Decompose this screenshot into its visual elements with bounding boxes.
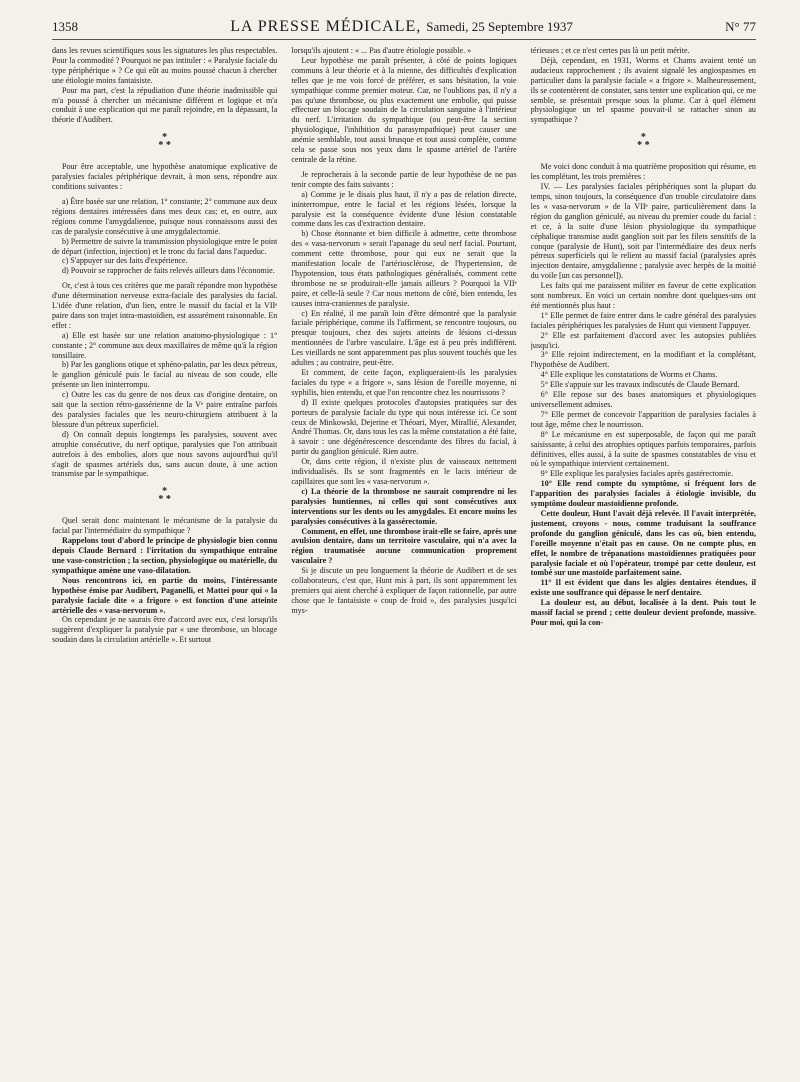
- page-header: [52, 18, 756, 40]
- paragraph: a) Comme je le disais plus haut, il n'y a pas de relation directe, ininterrompue, entre le facial et les régions lésées, lorsque la paralysie est la conséquence évidente d'une lésion constatable comme dans les cas d'extraction dentaire.: [291, 189, 517, 229]
- paragraph: 2° Elle est parfaitement d'accord avec les autopsies publiées jusqu'ici.: [530, 330, 756, 350]
- paragraph: d) Pouvoir se rapprocher de faits relevés ailleurs dans l'économie.: [62, 266, 275, 276]
- column-middle: [291, 46, 516, 1081]
- paragraph: Pour être acceptable, une hypothèse anatomique explicative de paralysies faciales périphérique devrait, à mon sens, répondre aux conditions suivantes :: [52, 162, 278, 192]
- paragraph: Et comment, de cette façon, expliqueraient-ils les paralysies faciales du type « a frigore », sans lésion de l'oreille moyenne, ni syphilis, bien entendu, et que l'on rencontre chez les nourrissons ?: [291, 368, 517, 397]
- paragraph: 7° Elle permet de concevoir l'apparition de paralysies faciales à tout âge, même chez le nourrisson.: [530, 409, 756, 429]
- paragraph: c) En réalité, il me paraît loin d'être démontré que la paralysie faciale périphérique, comme ils l'affirment, se rencontre toujours, ou presque toujours, chez des sujets atteints de lésions ci-dessus mentionnées de l'arbre vasculaire. L'âge est à peu près indifférent. Les vieillards ne sont apparemment pas plus souvent touchés que les adultes ; au contraire, peut-être.: [291, 308, 517, 368]
- paragraph: Pour ma part, c'est la répudiation d'une théorie inadmissible qui m'a poussé à chercher un mécanisme différent et logique et m'a conduit à une explication qui me paraît rejoindre, en la dépassant, la théorie d'Audibert.: [52, 85, 278, 125]
- paragraph: Nous rencontrons ici, en partie du moins, l'intéressante hypothèse émise par Audibert, Paganelli, et Mattei pour qui « la paralysie faciale dite « a frigore » est fonction d'une atteinte artérielle des « vasa-nervorum ».: [52, 575, 278, 615]
- section-separator-stars: * * *: [637, 132, 650, 152]
- paragraph: b) Chose étonnante et bien difficile à admettre, cette thrombose des « vasa-nervorum » serait l'apanage du seul nerf facial. Pourtant, comment cette thrombose, pour qui eux ne serait que la manifestation locale de l'artériosclérose, de l'hypertension, de l'hypotension, tous états pathologiques généralisés, comment cette thrombose ne se produirait-elle jamais ailleurs ? Pourquoi la VIIᵉ paire, et celle-là seule ? Car nous mettons de côté, bien entendu, les causes intra-craniennes de paralysie.: [291, 229, 517, 308]
- paragraph: b) Permettre de suivre la transmission physiologique entre le point de départ (infection, injection) et le tronc du facial dans l'aqueduc.: [52, 236, 278, 256]
- section-separator-stars: * * *: [158, 132, 171, 152]
- paragraph: 1° Elle permet de faire entrer dans le cadre général des paralysies faciales périphériques les paralysies de Hunt qui viennent l'appuyer.: [530, 310, 756, 330]
- paragraph: Rappelons tout d'abord le principe de physiologie bien connu depuis Claude Bernard : l'irritation du sympathique entraîne une vaso-constriction ; la section, physiologique ou matérielle, du sympathique amène une vaso-dilatation.: [52, 536, 278, 575]
- paragraph: a) Être basée sur une relation, 1° constante; 2° commune aux deux régions dentaires intéressées dans mes deux cas; et, en outre, aux régions comme l'amygdalienne, puisque nous connaissons aussi des cas de paralysie consécutive à une amygdalectomie.: [52, 196, 278, 236]
- paragraph: Comment, en effet, une thrombose irait-elle se faire, après une avulsion dentaire, dans un territoire vasculaire, qui n'a avec la région traumatisée aucune communication proprement vasculaire ?: [291, 526, 517, 566]
- section-separator-stars: * * *: [158, 486, 171, 506]
- paragraph: 6° Elle repose sur des bases anatomiques et physiologiques universellement admises.: [530, 390, 756, 409]
- paragraph: 5° Elle s'appuie sur les travaux indiscutés de Claude Bernard.: [540, 380, 740, 390]
- paragraph: Quel serait donc maintenant le mécanisme de la paralysie du facial par l'intermédiaire du sympathique ?: [52, 516, 278, 536]
- paragraph: 11° Il est évident que dans les algies dentaires étendues, il existe une souffrance qui dépasse le nerf dentaire.: [530, 578, 756, 598]
- journal-title-line: [230, 18, 573, 36]
- paragraph: 3° Elle rejoint indirectement, en la modifiant et la complétant, l'hypothèse de Audibert.: [530, 350, 756, 370]
- paragraph: Or, c'est à tous ces critères que me paraît répondre mon hypothèse d'une détermination nerveuse extra-faciale des paralysies du facial. L'idée d'une relation, d'un lien, entre le massif du facial et la VIIᵉ paire dans son trajet intra-mastoïdien, est assurément raisonnable. En effet :: [52, 281, 278, 330]
- paragraph: dans les revues scientifiques sous les signatures les plus respectables. Pour la commodité ? Pourquoi ne pas intituler : « Paralysie faciale du type périphérique » ? Ce qui eût au moins poussé chacun à chercher une étiologie moins fantaisiste.: [52, 46, 278, 85]
- paragraph: d) On connaît depuis longtemps les paralysies, souvent avec atrophie consécutive, du nerf optique, paralysies que l'on attribuait autrefois à des embolies, alors que nous savons aujourd'hui qu'il s'agit de spasmes artériels dus, sans aucun doute, à une action transmise par le sympathique.: [52, 429, 278, 479]
- paragraph: Or, dans cette région, il n'existe plus de vaisseaux nettement individualisés. Ils se sont fragmentés en le lacis intérieur de capillaires que sont les « vasa-nervorum ».: [291, 457, 517, 486]
- paragraph: Me voici donc conduit à ma quatrième proposition qui résume, en les complétant, les trois premières :: [530, 162, 756, 182]
- paragraph: 4° Elle explique les constatations de Worms et Chams.: [540, 370, 718, 380]
- paragraph: d) Il existe quelques protocoles d'autopsies pratiquées sur des porteurs de paralysie faciale du type qui nous intéresse ici. Ce sont ceux de Minkowski, Dejerine et Théoari, Myer, Mirallié, Alexander, André Thomas. Or, dans tous les cas la même constatation a été faite, à savoir : une dégénérescence descendante des fibres du facial, à partir du ganglion géniculé. Rien autre.: [291, 397, 517, 457]
- paragraph: a) Elle est basée sur une relation anatomo-physiologique : 1° constante ; 2° commune aux deux maxillaires de même qu'à la région tonsillaire.: [52, 330, 278, 360]
- paragraph: IV. — Les paralysies faciales périphériques sont la plupart du temps, sinon toujours, la conséquence d'un trouble circulatoire dans les « vasa-nervorum » de la VIIᵉ paire, particulièrement dans la région du ganglion géniculé, au niveau du premier coude du facial : et ce, à la suite d'une lésion physiologique du sympathique céphalique transmise audit ganglion soit par les filets sensitifs de la conque (paralysie de Hunt), soit par l'intermédiaire des deux nerfs pétreux superficiels qui le relient au massif facial (paralysies après injection dentaire, amygdalienne ; paralysie avec herpès de la moitié du voile [un cas personnel]).: [530, 182, 756, 281]
- issue-date: Samedi, 25 Septembre 1937: [426, 19, 573, 34]
- paragraph: térieuses ; et ce n'est certes pas là un petit mérite.: [530, 46, 690, 55]
- issue-number: N° 77: [725, 19, 756, 34]
- paragraph: Leur hypothèse me paraît présenter, à côté de points logiques communs à leur théorie et à la mienne, des difficultés d'explication telles que je me vois forcé de préférer, et sans hésitation, la voie sympathique comme premier moteur. Car, ne l'oublions pas, il n'y a pas qu'une thrombose, ou plus exactement une embolie, qui puisse effectuer un blocage soudain de la circulation sanguine à l'intérieur du nerf. L'irritation du sympathique (ou peut-être la section physiologique, l'inhibition du parasympathique) peut causer une anémie semblable, tout aussi brusque et tout aussi complète, comme cela se passe sous nos yeux dans le spasme artériel de l'artère centrale de la rétine.: [291, 55, 517, 164]
- paragraph: c) Outre les cas du genre de nos deux cas d'origine dentaire, on sait que la section rétro-gassérienne de la Vᵉ paire entraîne parfois des paralysies faciales que les neuro-chirurgiens attribuent à la blessure d'un pétreux superficiel.: [52, 390, 278, 429]
- paragraph: Si je discute un peu longuement la théorie de Audibert et de ses collaborateurs, c'est que, Hunt mis à part, ils sont apparemment les premiers qui aient cherché à expliquer de façon rationnelle, par autre chose que le fantaisiste « coup de froid », des paralysies jusqu'ici mys-: [291, 566, 517, 615]
- page-number: 1358: [52, 19, 78, 34]
- paragraph: c) La théorie de la thrombose ne saurait comprendre ni les paralysies huntiennes, ni celles qui sont consécutives aux interventions sur les dents ou les amygdales. Et encore moins les paralysies consécutives à la gassérectomie.: [291, 486, 517, 526]
- paragraph: 9° Elle explique les paralysies faciales après gastérectomie.: [540, 469, 734, 479]
- paragraph: 10° Elle rend compte du symptôme, si fréquent lors de l'apparition des paralysies faciales à étiologie invisible, du symptôme douleur mastoïdienne profonde.: [530, 479, 756, 509]
- text-columns: [52, 46, 756, 1081]
- paragraph: c) S'appuyer sur des faits d'expérience.: [62, 256, 188, 266]
- paragraph: Cette douleur, Hunt l'avait déjà relevée. Il l'avait interprétée, justement, croyons - nous, comme traduisant la souffrance profonde du ganglion géniculé, dans les cas où, bien entendu, l'oreille moyenne n'était pas en cause. On ne compte plus, en effet, le nombre de trépanations mastoïdiennes pratiquées pour paralysie faciale et où l'opérateur, trompé par cette douleur, est tombé sur une mastoïde parfaitement saine.: [530, 508, 756, 578]
- paragraph: lorsqu'ils ajoutent : « ... Pas d'autre étiologie possible. »: [291, 46, 472, 55]
- paragraph: b) Par les ganglions otique et sphéno-palatin, par les deux pétreux, le ganglion géniculé puis le facial au niveau de son coude, elle présente un lien ininterrompu.: [52, 360, 278, 390]
- paragraph: 8° Le mécanisme en est superposable, de façon qui me paraît saisissante, à celui des atrophies optiques parfois temporaires, parfois définitives, elles aussi, à la suite de spasmes constatables de visu et où le sympathique intervient certainement.: [530, 429, 756, 469]
- column-right: [531, 46, 756, 1081]
- column-left: [52, 46, 277, 1081]
- paragraph: Déjà, cependant, en 1931, Worms et Chams avaient tenté un audacieux rapprochement ; ils avaient signalé les angiospasmes en particulier dans la paralysie faciale « a frigore ». Malheureusement, ils se contentèrent de constater, sans tenter une explication qui, ce me semble, se présentait presque sous la plume. Car à quel élément physiologique un tel spasme pouvait-il se rattacher sinon au sympathique ?: [530, 55, 756, 125]
- paragraph: Les faits qui me paraissent militer en faveur de cette explication sont nombreux. En voici un certain nombre dont quelques-uns ont été mentionnés plus haut :: [530, 281, 756, 310]
- paragraph: Je reprocherais à la seconde partie de leur hypothèse de ne pas tenir compte des faits suivants :: [291, 169, 517, 189]
- paragraph: On cependant je ne saurais être d'accord avec eux, c'est lorsqu'ils suggèrent d'expliquer la paralysie par « une thrombose, un blocage soudain dans la circulation artérielle ». Et surtout: [52, 615, 278, 645]
- paragraph: La douleur est, au début, localisée à la dent. Puis tout le massif facial se prend ; cette douleur devient profonde, massive. Pour moi, qui la con-: [530, 598, 756, 627]
- journal-title: LA PRESSE MÉDICALE,: [230, 18, 422, 35]
